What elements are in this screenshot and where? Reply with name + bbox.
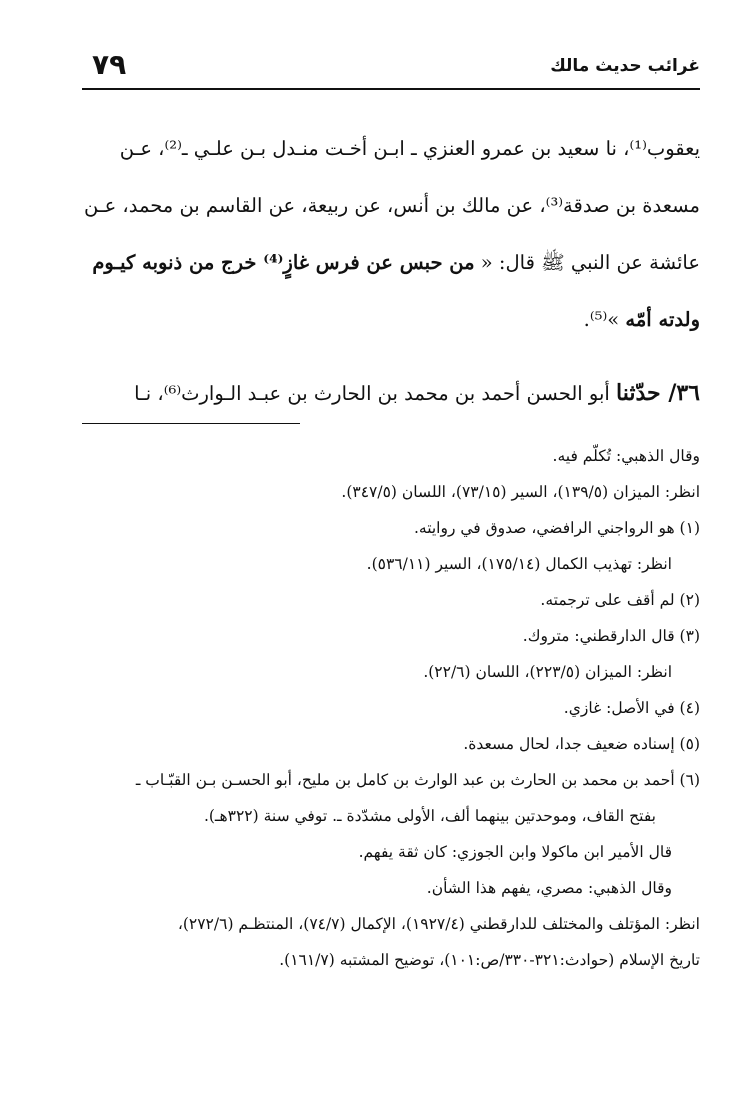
- footnote-1: (١) هو الرواجني الرافضي، صدوق في روايته.: [413, 519, 700, 537]
- main-text: [82, 120, 700, 422]
- main-line-3: [82, 234, 700, 291]
- footnote-line: تاريخ الإسلام (حوادث:٣٢١-٣٣٠/ص:١٠١)، توضيح المشتبه (١٦١/٧).: [279, 951, 700, 969]
- footnote-line: انظر: الميزان (١٣٩/٥)، السير (٧٣/١٥)، اللسان (٣٤٧/٥).: [341, 483, 700, 501]
- hadith-text-part-1: من حبس عن فرس غازٍ⁽⁴⁾ خرج من ذنوبه كيـوم: [92, 251, 475, 274]
- footnotes: [82, 438, 700, 978]
- footnote-line: انظر: الميزان (٢٢٣/٥)، اللسان (٢٢/٦).: [423, 663, 672, 681]
- main-line-3-text: عائشة عن النبي ﷺ قال: «: [474, 251, 700, 274]
- main-line-2: مسعدة بن صدقة⁽³⁾، عن مالك بن أنس، عن ربيعة، عن القاسم بن محمد، عـن: [84, 194, 700, 217]
- footnote-line: بفتح القاف، وموحدتين بينهما ألف، الأولى مشدّدة ـ. توفي سنة (٣٢٢هـ).: [203, 807, 656, 825]
- hadith-36-line: [82, 365, 700, 422]
- footnote-line: وقال الذهبي: مصري، يفهم هذا الشأن.: [426, 879, 672, 897]
- footnote-4: (٤) في الأصل: غازي.: [563, 699, 700, 717]
- page-number: ٧٩: [92, 48, 127, 81]
- main-line-4-text: »⁽⁵⁾.: [583, 308, 626, 331]
- page-header: [82, 48, 700, 90]
- footnote-3: (٣) قال الدارقطني: متروك.: [522, 627, 700, 645]
- footnote-5: (٥) إسناده ضعيف جدا، لحال مسعدة.: [463, 735, 700, 753]
- main-line-1: يعقوب⁽¹⁾، نا سعيد بن عمرو العنزي ـ ابـن أخـت منـدل بـن علـي ـ⁽²⁾، عـن: [119, 137, 700, 160]
- footnote-line: وقال الذهبي: تُكلّم فيه.: [552, 447, 700, 465]
- running-title: غرائب حديث مالك: [550, 56, 700, 76]
- main-line-4: [82, 291, 700, 348]
- footnote-line: قال الأمير ابن ماكولا وابن الجوزي: كان ثقة يفهم.: [358, 843, 672, 861]
- hadith-number: ٣٦/ حدّثنا: [616, 380, 700, 406]
- footnote-line: انظر: تهذيب الكمال (١٧٥/١٤)، السير (٥٣٦/١١).: [366, 555, 672, 573]
- footnote-6: (٦) أحمد بن محمد بن الحارث بن عبد الوارث بن كامل بن مليح، أبو الحسـن بـن القبّـاب ـ: [135, 771, 700, 789]
- footnote-2: (٢) لم أقف على ترجمته.: [540, 591, 700, 609]
- footnote-divider: [82, 423, 300, 424]
- hadith-text-part-2: ولدته أمّه: [625, 308, 700, 331]
- footnote-line: انظر: المؤتلف والمختلف للدارقطني (١٩٢٧/٤)، الإكمال (٧٤/٧)، المنتظـم (٢٧٢/٦)،: [177, 915, 700, 933]
- hadith-36-text: أبو الحسن أحمد بن محمد بن الحارث بن عبـد الـوارث⁽⁶⁾، نـا: [134, 382, 617, 405]
